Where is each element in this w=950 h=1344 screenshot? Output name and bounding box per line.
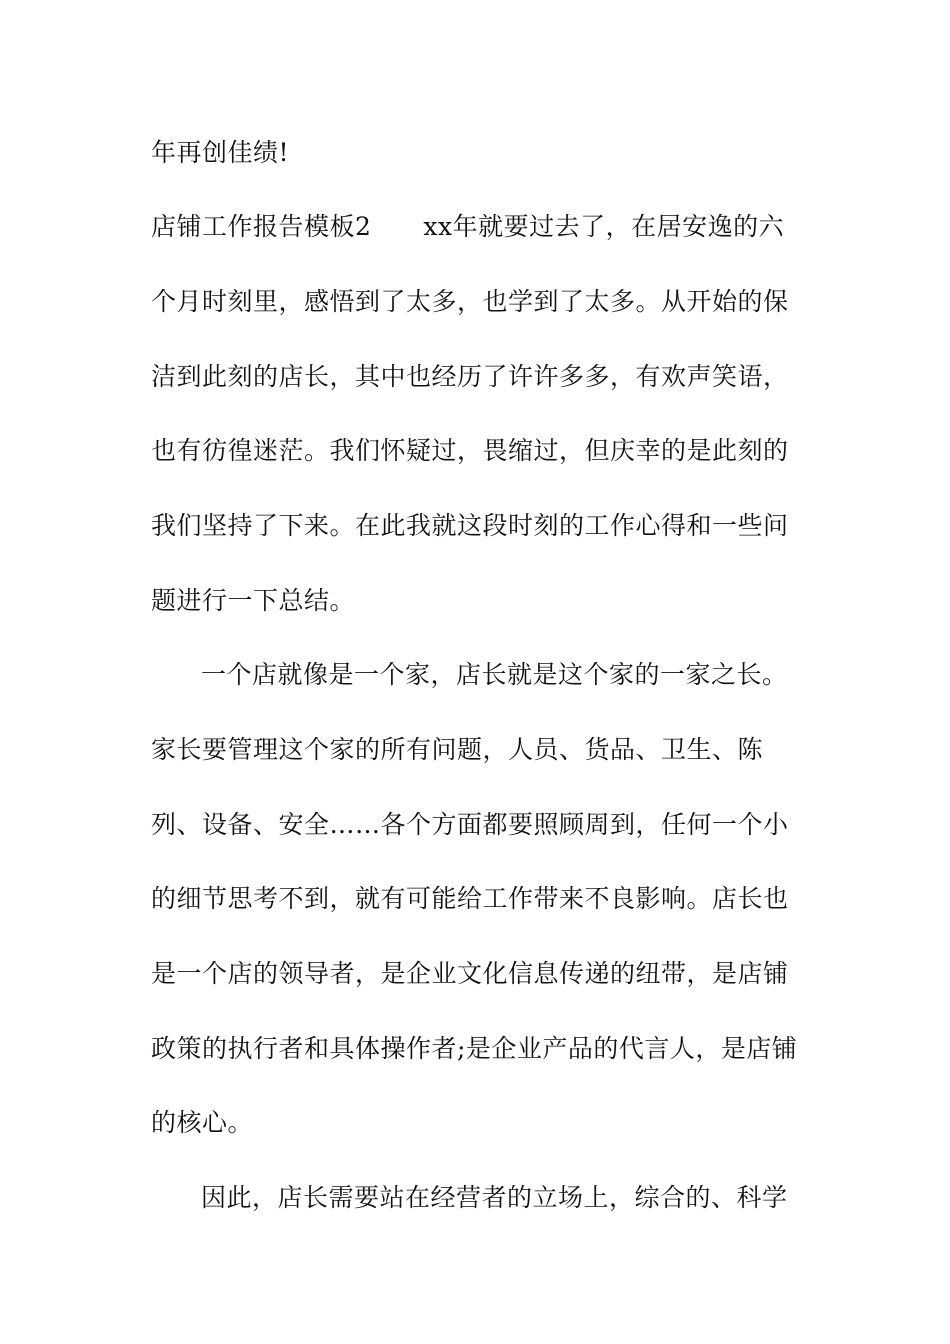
text-line: 个月时刻里，感悟到了太多，也学到了太多。从开始的保 (151, 287, 789, 316)
text-line: 家长要管理这个家的所有问题，人员、货品、卫生、陈 (151, 735, 764, 764)
text-line: 因此，店长需要站在经营者的立场上，综合的、科学 (201, 1183, 788, 1212)
text-line: 一个店就像是一个家，店长就是这个家的一家之长。 (201, 660, 788, 689)
text-line (151, 212, 784, 242)
text-line: 是一个店的领导者，是企业文化信息传递的纽带，是店铺 (151, 959, 789, 988)
text-line: 年再创佳绩! (151, 138, 290, 167)
text-line: 洁到此刻的店长，其中也经历了许许多多，有欢声笑语， (151, 362, 789, 391)
text-line: 我们坚持了下来。在此我就这段时刻的工作心得和一些问 (151, 511, 789, 540)
text-line: 政策的执行者和具体操作者;是企业产品的代言人，是店铺 (151, 1034, 798, 1063)
text-line: 列、设备、安全……各个方面都要照顾周到，任何一个小 (151, 810, 789, 839)
text-line: 的核心。 (151, 1108, 254, 1137)
text-line: 题进行一下总结。 (151, 586, 356, 615)
paragraph-start: xx年就要过去了，在居安逸的六 (423, 212, 785, 241)
text-line: 也有彷徨迷茫。我们怀疑过，畏缩过，但庆幸的是此刻的 (151, 436, 789, 465)
section-title: 店铺工作报告模板2 (151, 212, 372, 241)
text-line: 的细节思考不到，就有可能给工作带来不良影响。店长也 (151, 884, 789, 913)
